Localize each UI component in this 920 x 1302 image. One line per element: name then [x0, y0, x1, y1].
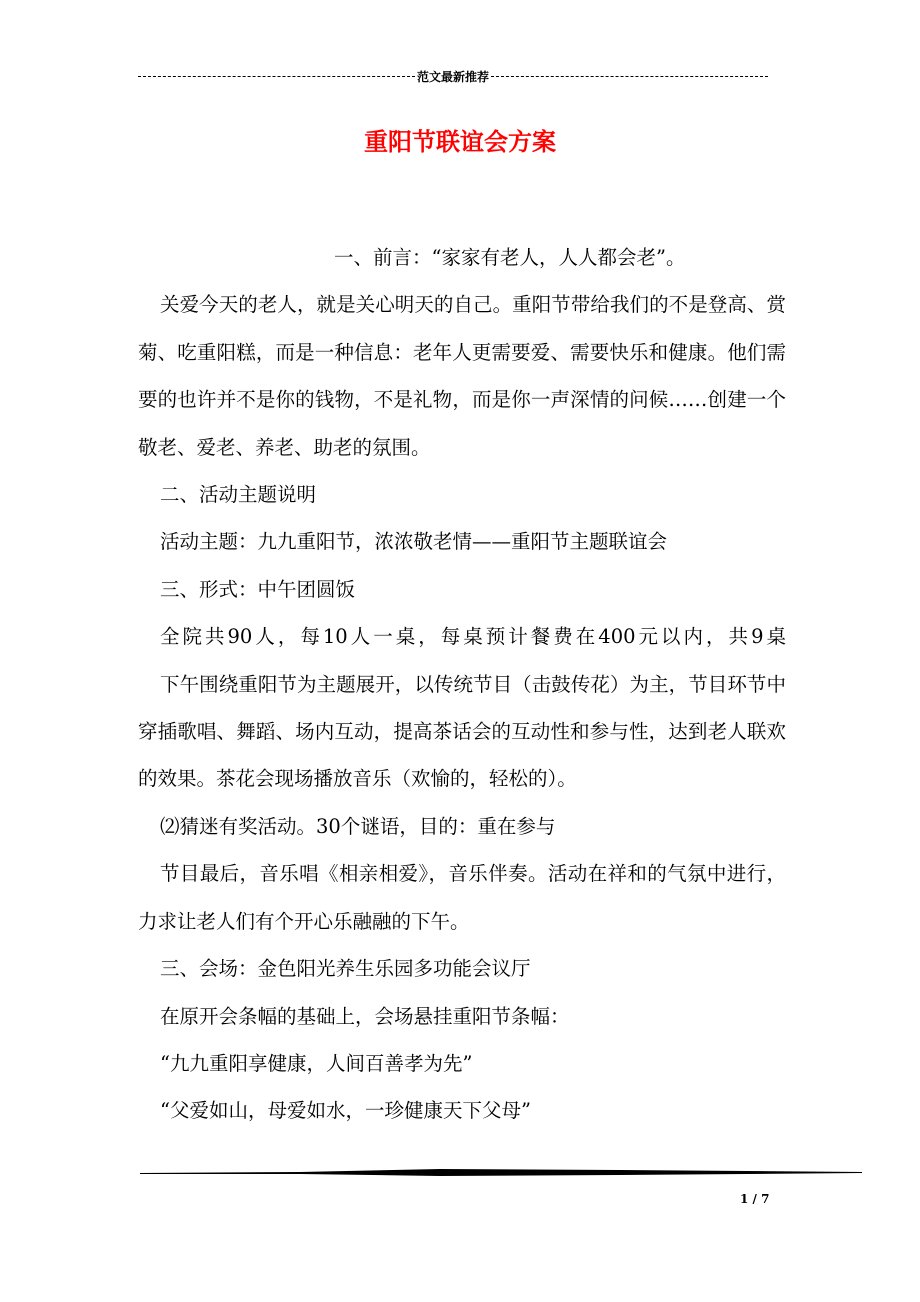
document-title: 重阳节联谊会方案 [364, 127, 556, 156]
banner-slogan-2: “父爱如山，母爱如水，一珍健康天下父母” [160, 1099, 531, 1123]
page-header [138, 66, 768, 86]
section-preface-heading: 一、前言：“家家有老人，人人都会老”。 [334, 246, 686, 269]
paragraph-tables: 全院共90人，每10人一桌，每桌预计餐费在400元以内，共9桌 [160, 625, 786, 649]
section-format-heading: 三、形式：中午团圆饭 [160, 577, 356, 601]
header-dashes-right [491, 76, 768, 77]
footer-rule [140, 1168, 862, 1177]
paragraph-afternoon: 下午围绕重阳节为主题展开，以传统节目（击鼓传花）为主，节目环节中穿插歌唱、舞蹈、场内互动，提高茶话会的互动性和参与性，达到老人联欢的效果。茶花会现场播放音乐（欢愉的，轻松的）。 [138, 672, 786, 791]
page-number: 1 / 7 [740, 1192, 770, 1206]
section-venue-heading: 三、会场：金色阳光养生乐园多功能会议厅 [160, 957, 531, 981]
paragraph-theme: 活动主题：九九重阳节，浓浓敬老情——重阳节主题联谊会 [160, 530, 668, 554]
section-theme-heading: 二、活动主题说明 [160, 483, 317, 507]
paragraph-finale: 节目最后，音乐唱《相亲相爱》，音乐伴奏。活动在祥和的气氛中进行，力求让老人们有个开心乐融融的下午。 [138, 862, 786, 933]
header-label: 范文最新推荐 [417, 69, 490, 84]
paragraph-riddles: ⑵猜迷有奖活动。30个谜语，目的：重在参与 [160, 814, 556, 838]
paragraph-banner: 在原开会条幅的基础上，会场悬挂重阳节条幅： [160, 1004, 570, 1028]
document-body [138, 234, 786, 1135]
header-dashes-left [138, 76, 415, 77]
banner-slogan-1: “九九重阳享健康，人间百善孝为先” [160, 1051, 473, 1075]
paragraph-intro: 关爱今天的老人，就是关心明天的自己。重阳节带给我们的不是登高、赏菊、吃重阳糕，而是一种信息：老年人更需要爱、需要快乐和健康。他们需要的也许并不是你的钱物，不是礼物，而是你一声深情的问候……创建一个敬老、爱老、养老、助老的氛围。 [138, 293, 786, 459]
